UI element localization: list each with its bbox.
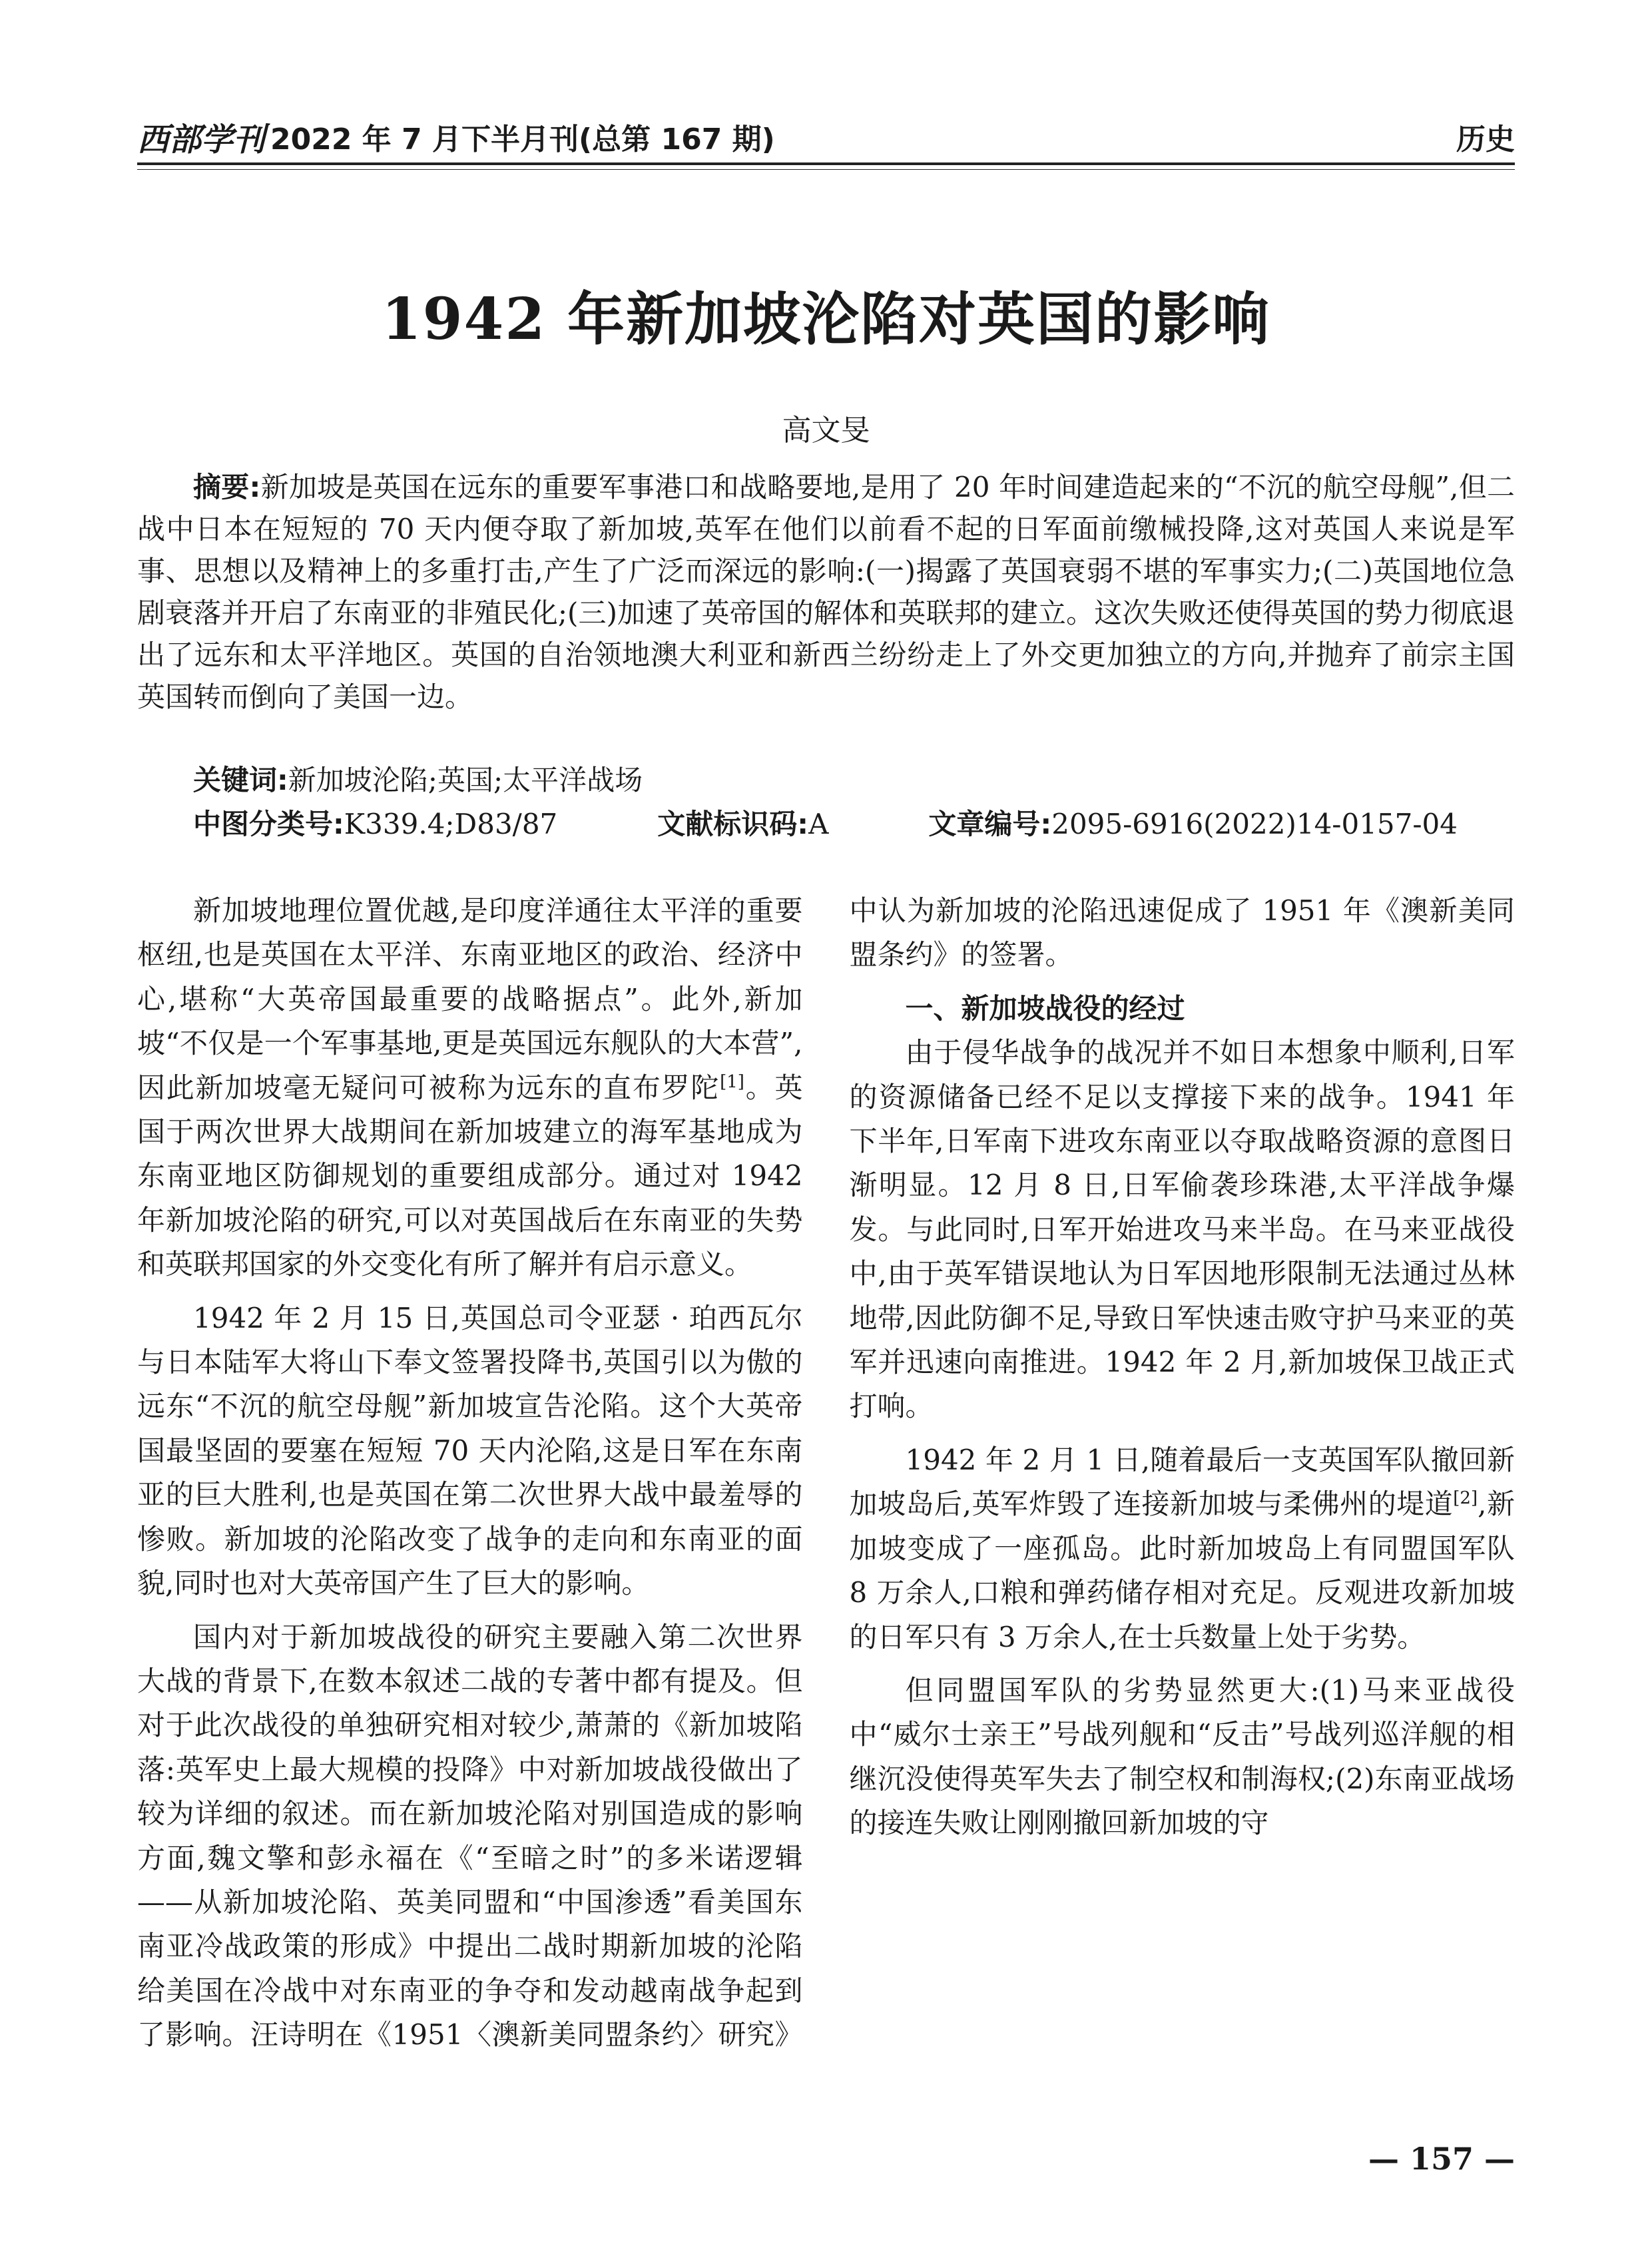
journal-name: 西部学刊 [137,121,266,158]
article-number-value: 2095-6916(2022)14-0157-04 [1051,808,1458,840]
abstract [137,466,1515,718]
article-title: 1942 年新加坡沦陷对英国的影响 [381,286,1271,353]
section-name: 历史 [1456,123,1515,156]
article-author: 高文旻 [782,414,870,447]
header-rule-thin [137,169,1515,170]
keywords-label: 关键词: [193,764,288,796]
clc-label: 中图分类号: [193,808,344,840]
paragraph-1: 新加坡地理位置优越,是印度洋通往太平洋的重要枢纽,也是英国在太平洋、东南亚地区的政治、经济中心,堪称“大英帝国最重要的战略据点”。此外,新加坡“不仅是一个军事基地,更是英国远东舰队的大本营”,因此新加坡毫无疑问可被称为远东的直布罗陀[1]。英国于两次世界大战期间在新加坡建立的海军基地成为东南亚地区防御规划的重要组成部分。通过对 1942 年新加坡沦陷的研究,可以对英国战后在东南亚的失势和英联邦国家的外交变化有所了解并有启示意义。 [137,894,803,1281]
issue-info: 2022 年 7 月下半月刊(总第 167 期) [270,123,775,156]
section-heading-1: 一、新加坡战役的经过 [905,991,1185,1025]
paragraph-3: 国内对于新加坡战役的研究主要融入第二次世界大战的背景下,在数本叙述二战的专著中都有提及。但对于此次战役的单独研究相对较少,萧萧的《新加坡陷落:英军史上最大规模的投降》中对新加坡战役做出了较为详细的叙述。而在新加坡沦陷对别国造成的影响方面,魏文擎和彭永福在《“至暗之时”的多米诺逻辑——从新加坡沦陷、英美同盟和“中国渗透”看美国东南亚冷战政策的形成》中提出二战时期新加坡的沦陷给美国在冷战中对东南亚的争夺和发动越南战争起到了影响。汪诗明在《1951〈澳新美同盟条约〉研究》中认为新加坡的沦陷迅速促成了 1951 年《澳新美同盟条约》的签署。 [137,894,1515,2052]
journal-info [137,114,775,160]
abstract-label: 摘要: [193,471,261,503]
reference-2[interactable]: [2] [1453,1488,1478,1509]
paragraph-6: 但同盟国军队的劣势显然更大:(1)马来亚战役中“威尔士亲王”号战列舰和“反击”号战列巡洋舰的相继沉没使得英军失去了制空权和制海权;(2)东南亚战场的接连失败让刚刚撤回新加坡的守 [849,1673,1515,1840]
doc-code-label: 文献标识码: [657,808,809,840]
running-header [137,113,1515,160]
abstract-text: 新加坡是英国在远东的重要军事港口和战略要地,是用了 20 年时间建造起来的“不沉的航空母舰”,但二战中日本在短短的 70 天内便夺取了新加坡,英军在他们以前看不起的日军面前缴械投降,这对英国人来说是军事、思想以及精神上的多重打击,产生了广泛而深远的影响:(一)揭露了英国衰弱不堪的军事实力;(二)英国地位急剧衰落并开启了东南亚的非殖民化;(三)加速了英帝国的解体和英联邦的建立。这次失败还使得英国的势力彻底退出了远东和太平洋地区。英国的自治领地澳大利亚和新西兰纷纷走上了外交更加独立的方向,并抛弃了前宗主国英国转而倒向了美国一边。 [137,471,1515,713]
article-number-label: 文章编号: [928,808,1052,840]
doc-code-value: A [808,808,829,840]
paragraph-5: 1942 年 2 月 1 日,随着最后一支英国军队撤回新加坡岛后,英军炸毁了连接新加坡与柔佛州的堤道[2],新加坡变成了一座孤岛。此时新加坡岛上有同盟国军队 8 万余人,口粮和弹药储存相对充足。反观进攻新加坡的日军只有 3 万余人,在士兵数量上处于劣势。 [849,1443,1515,1653]
keywords [193,759,1515,801]
header-rule [137,162,1515,165]
paragraph-4: 由于侵华战争的战况并不如日本想象中顺利,日军的资源储备已经不足以支撑接下来的战争。1941 年下半年,日军南下进攻东南亚以夺取战略资源的意图日渐明显。12 月 8 日,日军偷袭珍珠港,太平洋战争爆发。与此同时,日军开始进攻马来半岛。在马来亚战役中,由于英军错误地认为日军因地形限制无法通过丛林地带,因此防御不足,导致日军快速击败守护马来亚的英军并迅速向南推进。1942 年 2 月,新加坡保卫战正式打响。 [849,1036,1515,1423]
page-number: — 157 — [1368,2141,1515,2177]
reference-1[interactable]: [1] [720,1071,744,1092]
keywords-text: 新加坡沦陷;英国;太平洋战场 [288,764,643,796]
paragraph-2: 1942 年 2 月 15 日,英国总司令亚瑟 · 珀西瓦尔与日本陆军大将山下奉文签署投降书,英国引以为傲的远东“不沉的航空母舰”新加坡宣告沦陷。这个大英帝国最坚固的要塞在短短 70 天内沦陷,这是日军在东南亚的巨大胜利,也是英国在第二次世界大战中最羞辱的惨败。新加坡的沦陷改变了战争的走向和东南亚的面貌,同时也对大英帝国产生了巨大的影响。 [137,1301,803,1600]
clc-value: K339.4;D83/87 [344,808,558,840]
classification-line [193,803,1515,845]
body-text [137,889,1515,2081]
